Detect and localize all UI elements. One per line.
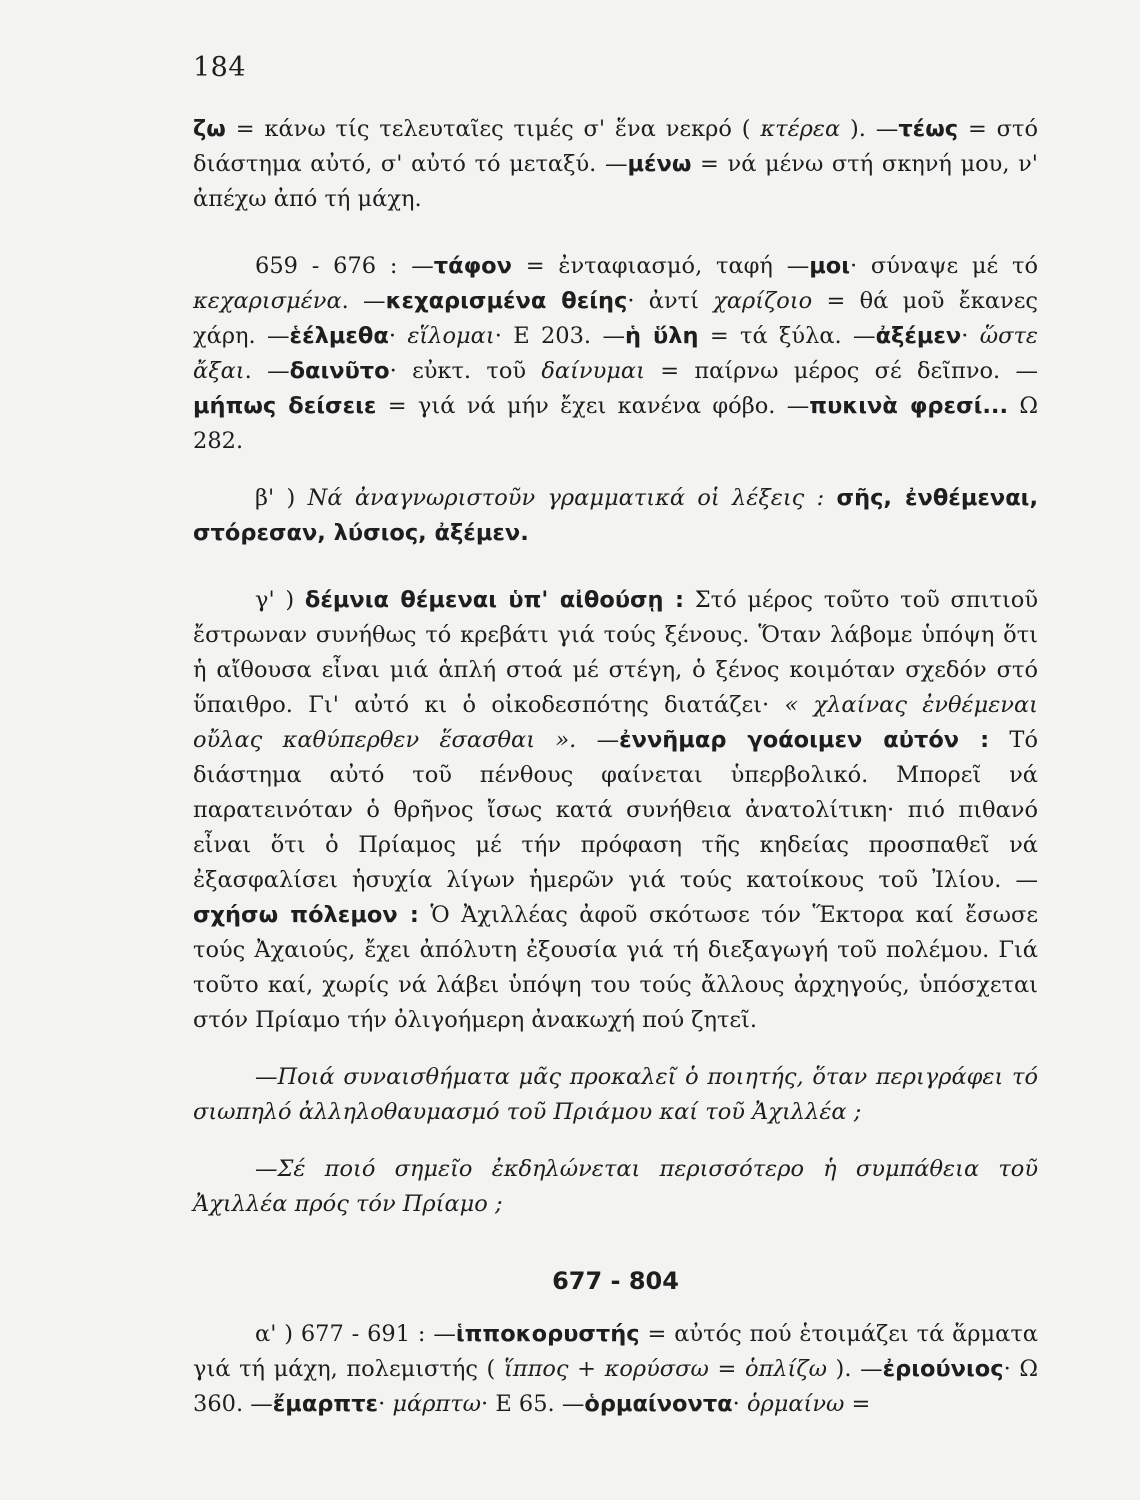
text-run: = κάνω τίς τελευταῖες τιμές σ' ἕνα νεκρό ( [225,116,761,142]
text-run: · [378,1391,393,1417]
term: σῆς, ἐνθέμεναι, στόρεσαν, λύσιος, ἀξέμεν. [193,485,1038,546]
paragraph-alpha [193,1317,1038,1422]
text-run: Ὁ Ἀχιλλέας ἀφοῦ σκότωσε τόν Ἕκτορα καί ἔσωσε τούς Ἀχαιούς, ἔχει ἀπόλυτη ἐξουσία γιά τή διεξαγωγή τοῦ πολέμου. Γιά τοῦτο καί, χωρίς νά λάβει ὑπόψη του τούς ἄλλους ἀρχηγούς, ὑπόσχεται στόν Πρίαμο τήν ὀλιγοήμερη ἀνακωχή πού ζητεῖ. [193,902,1038,1033]
term: τάφον [433,253,512,279]
paragraph-gamma [193,583,1038,1038]
text-run: = στό διάστημα αὐτό, σ' αὐτό τό μεταξύ. — [193,116,1039,177]
text-run: · Ε 203. — [494,323,625,349]
text-run: ). — [826,1356,883,1382]
term: μένω [627,151,692,177]
term: δαινῦτο [289,358,390,384]
text-run: = γιά νά μήν ἔχει κανένα φόβο. — [376,393,810,419]
term: ἡ ὕλη [624,323,699,349]
text-run: ). — [840,116,899,142]
text-run [824,485,836,511]
text-run: = [844,1391,871,1417]
text-run: · σύναψε μέ τό [849,253,1038,279]
term: ἐριούνιος [882,1356,1004,1382]
term: ζω [193,116,226,142]
text-run: · [732,1391,747,1417]
term: ἀξέμεν [875,323,962,349]
text-run: . — [341,288,386,314]
text-run: · ἀντί [627,288,714,314]
text-run: = ἐνταφιασμό, ταφή — [511,253,810,279]
text-run: · [388,323,408,349]
italic-text: κεχαρισμένα [193,288,342,314]
italic-text: μάρπτω [392,1391,482,1417]
text-run: . — [244,358,290,384]
italic-text: —Σέ ποιό σημεῖο ἐκδηλώνεται περισσότερο ἡ συμπάθεια τοῦ Ἀχιλλέα πρός τόν Πρίαμο ; [193,1156,1038,1217]
term: τέως [898,116,959,142]
section-heading: 677 - 804 [552,1267,679,1295]
text-run: Στό μέρος τοῦτο τοῦ σπιτιοῦ ἔστρωναν συνήθως τό κρεβάτι γιά τούς ξένους. Ὅταν λάβομε ὑπόψη ὅτι ἡ αἴθουσα εἶναι μιά ἁπλή στοά μέ στέγη, ὁ ξένος κοιμόταν σχεδόν στό ὕπαιθρο. Γι' αὐτό κι ὁ οἰκοδεσπότης διατάζει· [193,587,1038,718]
term: μοι [809,253,850,279]
term: ἔμαρπτε [272,1391,379,1417]
text-run: = νά μένω στή σκηνή μου, ν' ἀπέχω ἀπό τή μάχη. [193,151,1038,212]
text-run: β' ) [255,485,308,511]
text-run: · Ε 65. — [481,1391,585,1417]
text-run: = αὐτός πού ἑτοιμάζει τά ἅρματα γιά τή μάχη, πολεμιστής ( [193,1321,1038,1382]
body-text [193,112,1038,1422]
term: ἱπποκορυστής [455,1321,640,1347]
italic-text: ὁρμαίνω [746,1391,845,1417]
paragraph-2 [193,249,1038,459]
paragraph-1 [193,112,1038,217]
text-run: = θά μοῦ ἔκανες χάρη. — [193,288,1038,349]
italic-text: ὥστε ἄξαι [193,323,1038,384]
term: δέμνια θέμεναι ὑπ' αἰθούσῃ : [304,587,684,613]
italic-text: —Ποιά συναισθήματα μᾶς προκαλεῖ ὁ ποιητής, ὅταν περιγράφει τό σιωπηλό ἀλληλοθαυμασμό τοῦ Πριάμου καί τοῦ Ἀχιλλέα ; [193,1064,1038,1125]
term: ἑέλμεθα [289,323,389,349]
text-run: — [576,727,620,753]
italic-text: δαίνυμαι [541,358,645,384]
term: σχήσω πόλεμον : [193,902,419,928]
term: κεχαρισμένα θείης [385,288,628,314]
term: πυκινὰ φρεσί... [809,393,1008,419]
italic-text: « χλαίνας ἐνθέμεναι οὔλας καθύπερθεν ἕσασθαι ». [193,692,1038,753]
text-run: · Ω 360. — [193,1356,1038,1417]
question-1 [193,1060,1038,1130]
page-number: 184 [193,52,247,83]
term: μήπως δείσειε [193,393,377,419]
italic-text: ἵππος + κορύσσω = ὁπλίζω [503,1356,827,1382]
text-run: Ω 282. [193,393,1039,454]
question-2 [193,1152,1038,1222]
term: ὁρμαίνοντα [584,1391,733,1417]
italic-text: Νά ἀναγνωριστοῦν γραμματικά οἱ λέξεις : [307,485,825,511]
text-run: = τά ξύλα. — [698,323,876,349]
text-run: 659 - 676 : — [255,253,434,279]
text-run: Τό διάστημα αὐτό τοῦ πένθους φαίνεται ὑπερβολικό. Μπορεῖ νά παρατεινόταν ὁ θρῆνος ἴσως κατά συνήθεια ἀνατολίτικη· πιό πιθανό εἶναι ὅτι ὁ Πρίαμος μέ τήν πρόφαση τῆς κηδείας προσπαθεῖ νά ἐξασφαλίσει ἡσυχία λίγων ἡμερῶν γιά τούς κατοίκους τοῦ Ἰλίου. — [193,727,1038,893]
text-run: α' ) 677 - 691 : — [255,1321,456,1347]
text-run: · [961,323,980,349]
term: ἐννῆμαρ γοάοιμεν αὐτόν : [619,727,990,753]
paragraph-beta [193,481,1038,551]
italic-text: κτέρεα [760,116,841,142]
text-run: · εὐκτ. τοῦ [389,358,542,384]
text-run: γ' ) [255,587,305,613]
italic-text: χαρίζοιο [713,288,813,314]
italic-text: εἵλομαι [407,323,495,349]
text-run: = παίρνω μέρος σέ δεῖπνο. — [644,358,1038,384]
